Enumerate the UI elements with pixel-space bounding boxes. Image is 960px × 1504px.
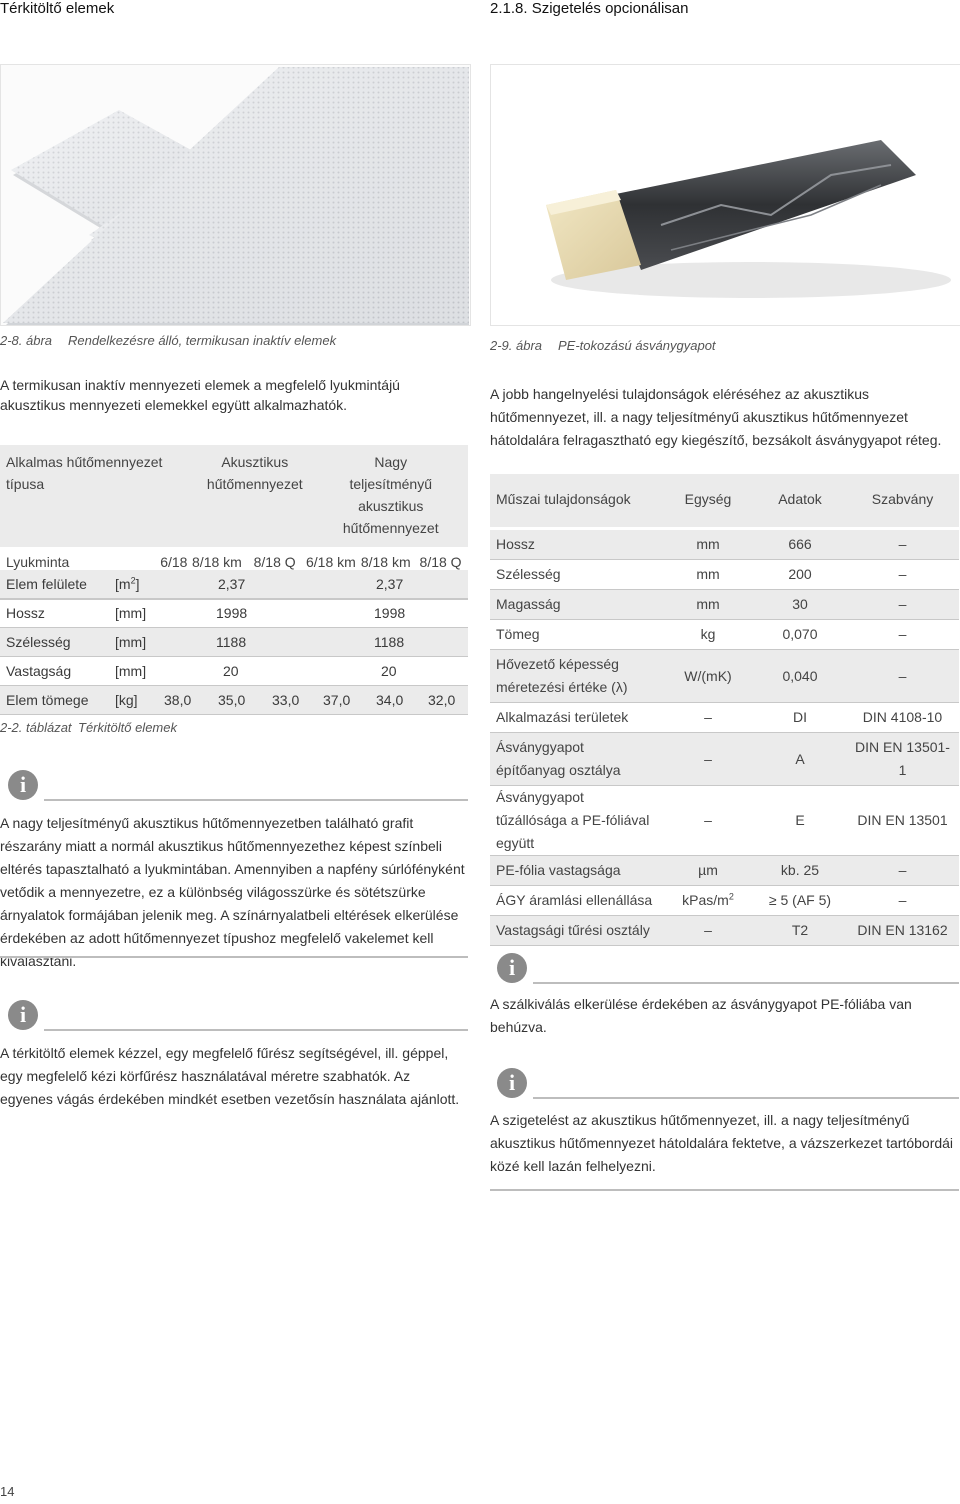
- property-cell: ÁGY áramlási ellenállása: [490, 886, 662, 916]
- header-cell: Egység: [662, 474, 754, 529]
- unit-cell: –: [662, 786, 754, 856]
- table-row: [0, 570, 468, 599]
- pattern-cell: 8/18 Q: [413, 547, 468, 600]
- value-cell: ≥ 5 (AF 5): [754, 886, 846, 916]
- mineral-wool-pad-photo: [490, 64, 960, 326]
- standard-cell: –: [846, 886, 959, 916]
- row-label: Szélesség: [6, 634, 71, 650]
- table-row: [490, 786, 959, 856]
- unit-cell: kg: [662, 620, 754, 650]
- standard-cell: DIN EN 13162: [846, 916, 959, 946]
- value-cell: 35,0: [218, 692, 246, 708]
- value-cell: 32,0: [428, 692, 456, 708]
- unit-cell: W/(mK): [662, 650, 754, 703]
- right-intro-text: A jobb hangelnyelési tulajdonságok eléréséhez az akusztikus hűtőmennyezet, ill. a nagy teljesítményű akusztikus hűtőmennyezet hátoldalára felragasztható egy kiegészítő, bezsákolt ásványgyapot réteg.: [490, 386, 942, 448]
- info-icon: i: [8, 1000, 38, 1030]
- row-unit: [mm]: [115, 605, 147, 621]
- row-unit: [kg]: [115, 692, 138, 708]
- info-text-installation: A szigetelést az akusztikus hűtőmennyezet, ill. a nagy teljesítményű akusztikus hűtőmennyezet hátoldalára fektetve, a vázszerkezet tartóbordái közé kell lazán felhelyezni.: [490, 1112, 954, 1174]
- table-header-row: [0, 445, 468, 547]
- pattern-cell: 8/18 Q: [246, 547, 304, 600]
- divider: [44, 1029, 468, 1031]
- table-row: [490, 856, 959, 886]
- running-header-right: 2.1.8. Szigetelés opcionálisan: [490, 0, 689, 17]
- table-row: [490, 733, 959, 786]
- value-cell: 33,0: [272, 692, 300, 708]
- standard-cell: –: [846, 620, 959, 650]
- unit-cell: mm: [662, 590, 754, 620]
- property-cell: Szélesség: [490, 560, 662, 590]
- standard-cell: –: [846, 560, 959, 590]
- info-text-graphite: A nagy teljesítményű akusztikus hűtőmennyezetben található grafit részarány miatt a normál akusztikus hűtőmennyezethez képest színbeli eltérés tapasztalható a lyukmintában. Amennyiben a napfény súrlófényként vetődik a mennyezetre, ez a különbség világosszürke és sötétszürke árnyalatok formájában jelenik meg. A színárnyalatbeli eltérések elkerülése érdekében az adott hűtőmennyezet típushoz megfelelő vakelemet kell kiválasztani.: [0, 815, 465, 969]
- table-row: [490, 529, 959, 560]
- row-unit: [mm]: [115, 634, 147, 650]
- header-cell: Szabvány: [846, 474, 959, 529]
- info-icon: i: [497, 1068, 527, 1098]
- value-cell: 1998: [374, 605, 406, 621]
- property-cell: Magasság: [490, 590, 662, 620]
- table-row: [0, 599, 468, 628]
- row-label: Hossz: [6, 605, 45, 621]
- table-header-row: [490, 474, 959, 529]
- unit-cell: –: [662, 703, 754, 733]
- table-row: [0, 628, 468, 657]
- property-cell: Alkalmazási területek: [490, 703, 662, 733]
- value-cell: T2: [754, 916, 846, 946]
- row-label: Lyukminta: [0, 547, 110, 600]
- value-cell: 34,0: [376, 692, 404, 708]
- table-row: [490, 916, 959, 946]
- info-text-fibre-release: A szálkiválás elkerülése érdekében az ásványgyapot PE-fóliába van behúzva.: [490, 996, 912, 1035]
- property-cell: Vastagsági tűrési osztály: [490, 916, 662, 946]
- header-cell: Adatok: [754, 474, 846, 529]
- mineral-wool-properties-table: [490, 474, 959, 946]
- value-cell: 0,040: [754, 650, 846, 703]
- property-cell: Ásványgyapot tűzállósága a PE-fóliával együtt: [490, 786, 662, 856]
- property-cell: Ásványgyapot építőanyag osztálya: [490, 733, 662, 786]
- divider: [44, 799, 468, 801]
- info-icon: i: [8, 770, 38, 800]
- header-cell: Műszai tulajdonságok: [490, 474, 662, 529]
- unit-cell: mm: [662, 560, 754, 590]
- standard-cell: –: [846, 650, 959, 703]
- value-cell: E: [754, 786, 846, 856]
- standard-cell: DIN 4108-10: [846, 703, 959, 733]
- figure-caption-2-9: 2-9. ábra PE-tokozású ásványgyapot: [490, 338, 716, 353]
- table-row: [490, 703, 959, 733]
- unit-cell: mm: [662, 529, 754, 560]
- value-cell: 30: [754, 590, 846, 620]
- running-header-left: Térkitöltő elemek: [0, 0, 115, 17]
- table-row: [0, 686, 468, 715]
- table-row: [490, 590, 959, 620]
- value-cell: 2,37: [376, 576, 404, 592]
- row-unit: [mm]: [115, 663, 147, 679]
- divider: [0, 956, 468, 958]
- table-row: [490, 886, 959, 916]
- row-label: Elem tömege: [6, 692, 89, 708]
- header-high-performance: Nagy teljesítményű akusztikus hűtőmennyezet: [304, 445, 469, 547]
- value-cell: 0,070: [754, 620, 846, 650]
- value-cell: kb. 25: [754, 856, 846, 886]
- header-ceiling-type: Alkalmas hűtőmennyezet típusa: [0, 445, 188, 547]
- table-caption-2-2: 2-2. táblázat Térkitöltő elemek: [0, 720, 177, 735]
- divider: [490, 1189, 959, 1191]
- property-cell: Tömeg: [490, 620, 662, 650]
- row-unit: $[m^2]$: [115, 575, 140, 592]
- property-cell: PE-fólia vastagsága: [490, 856, 662, 886]
- standard-cell: DIN EN 13501-1: [846, 733, 959, 786]
- figure-caption-2-8: 2-8. ábra Rendelkezésre álló, termikusan inaktív elemek: [0, 333, 337, 348]
- info-text-cutting: A térkitöltő elemek kézzel, egy megfelelő fűrész segítségével, ill. géppel, egy megfelelő kézi körfűrész használatával méretre szabhatók. Az egyenes vágás érdekében mindkét esetben vezetősín használata ajánlott.: [0, 1045, 460, 1107]
- pattern-cell: 6/18 km: [304, 547, 359, 600]
- filler-elements-data: [0, 570, 468, 715]
- value-cell: 37,0: [323, 692, 351, 708]
- table-row: [490, 560, 959, 590]
- divider: [533, 1097, 959, 1099]
- standard-cell: –: [846, 590, 959, 620]
- value-cell: 38,0: [164, 692, 192, 708]
- value-cell: 666: [754, 529, 846, 560]
- standard-cell: –: [846, 856, 959, 886]
- unit-cell: –: [662, 916, 754, 946]
- value-cell: 2,37: [218, 576, 246, 592]
- unit-cell: kPas/$m^2$: [662, 886, 754, 916]
- table-row: [490, 620, 959, 650]
- perforated-panels-photo: [0, 64, 471, 326]
- value-cell: A: [754, 733, 846, 786]
- info-icon: i: [497, 953, 527, 983]
- value-cell: 1188: [216, 634, 247, 650]
- table-row: [0, 657, 468, 686]
- page-number: 14: [0, 1484, 15, 1499]
- value-cell: 1188: [374, 634, 405, 650]
- table-row: [490, 650, 959, 703]
- unit-cell: –: [662, 733, 754, 786]
- value-cell: 1998: [216, 605, 248, 621]
- standard-cell: DIN EN 13501: [846, 786, 959, 856]
- left-intro-text: A termikusan inaktív mennyezeti elemek a megfelelő lyukmintájú akusztikus mennyezeti elemekkel együtt alkalmazhatók.: [0, 377, 400, 413]
- value-cell: 20: [381, 663, 397, 679]
- divider: [533, 982, 959, 984]
- value-cell: DI: [754, 703, 846, 733]
- pattern-cell: 8/18 km: [188, 547, 246, 600]
- standard-cell: –: [846, 529, 959, 560]
- value-cell: 20: [223, 663, 239, 679]
- row-label: Vastagság: [6, 663, 72, 679]
- value-cell: 200: [754, 560, 846, 590]
- unit-cell: µm: [662, 856, 754, 886]
- pattern-cell: 8/18 km: [358, 547, 413, 600]
- pattern-cell: 6/18: [110, 547, 188, 600]
- property-cell: Hossz: [490, 529, 662, 560]
- header-acoustic: Akusztikus hűtőmennyezet: [188, 445, 303, 547]
- row-label: Elem felülete: [6, 576, 87, 592]
- property-cell: Hővezető képesség méretezési értéke (λ): [490, 650, 662, 703]
